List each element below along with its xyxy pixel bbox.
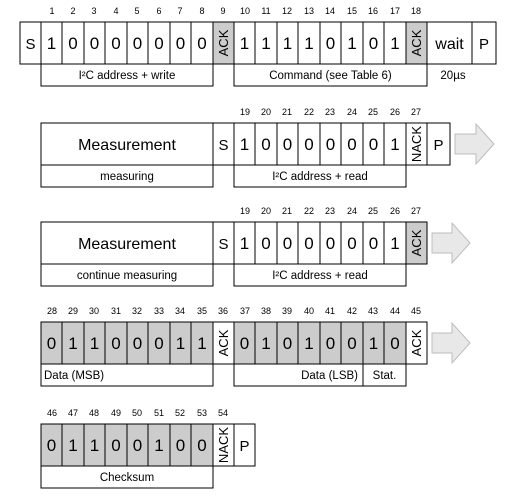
address-read-label: I²C address + read bbox=[272, 171, 368, 183]
bit-number-54: 54 bbox=[217, 408, 229, 418]
bit-number-41: 41 bbox=[324, 306, 336, 316]
bit-cell: 0 bbox=[132, 436, 143, 455]
row-read-ack bbox=[41, 206, 470, 286]
bit-cell: 0 bbox=[368, 34, 379, 53]
bit-number-28: 28 bbox=[46, 306, 58, 316]
bit-cell: 0 bbox=[132, 34, 143, 53]
bit-number-12: 12 bbox=[281, 6, 293, 16]
command-label: Command (see Table 6) bbox=[269, 70, 392, 82]
bit-cell: 1 bbox=[68, 436, 78, 455]
bit-cell: 1 bbox=[197, 334, 207, 353]
bit-number-14: 14 bbox=[324, 6, 336, 16]
bit-number-24: 24 bbox=[346, 107, 358, 117]
bit-number-34: 34 bbox=[174, 306, 186, 316]
bit-cell: 0 bbox=[325, 234, 336, 253]
bit-cell: 1 bbox=[89, 334, 100, 353]
bit-cell: 1 bbox=[282, 34, 293, 53]
bit-cell: 1 bbox=[89, 436, 100, 455]
bit-number-29: 29 bbox=[67, 306, 79, 316]
bit-cell: 0 bbox=[347, 234, 357, 253]
bit-cell: 1 bbox=[239, 234, 250, 253]
bit-cell: 0 bbox=[197, 436, 207, 455]
start-cell: S bbox=[218, 137, 229, 154]
continue-measuring-label: continue measuring bbox=[76, 270, 178, 282]
bit-cell: 0 bbox=[111, 436, 121, 455]
bit-number-16: 16 bbox=[367, 6, 379, 16]
row-read-nack bbox=[41, 107, 494, 187]
bit-numbers-row-3 bbox=[240, 206, 421, 216]
bit-cell: 0 bbox=[197, 34, 207, 53]
bit-number-18: 18 bbox=[410, 6, 422, 16]
stop-cell: P bbox=[239, 438, 250, 455]
bit-cell: 0 bbox=[325, 34, 336, 53]
wait-time-label: 20µs bbox=[440, 70, 466, 82]
stop-cell: P bbox=[478, 36, 490, 53]
bit-number-22: 22 bbox=[303, 107, 315, 117]
bit-number-35: 35 bbox=[196, 306, 208, 316]
bit-cell: 1 bbox=[239, 34, 250, 53]
bit-cell: 0 bbox=[368, 135, 379, 154]
bit-number-19: 19 bbox=[239, 206, 251, 216]
bit-number-33: 33 bbox=[153, 306, 165, 316]
ack-cell: ACK bbox=[216, 29, 231, 57]
wait-cell: wait bbox=[435, 36, 464, 53]
measurement-cell: Measurement bbox=[78, 236, 176, 253]
data-lsb-label: Data (LSB) bbox=[301, 370, 358, 382]
bit-number-52: 52 bbox=[174, 408, 186, 418]
bit-number-19: 19 bbox=[239, 107, 251, 117]
bit-number-13: 13 bbox=[303, 6, 315, 16]
ack-cell: ACK bbox=[409, 29, 424, 57]
bit-cell: 0 bbox=[175, 34, 186, 53]
bit-number-26: 26 bbox=[389, 206, 401, 216]
bit-cell: 1 bbox=[304, 334, 314, 353]
bit-cell: 0 bbox=[154, 334, 164, 353]
bit-cell: 1 bbox=[390, 135, 400, 154]
bit-cell: 1 bbox=[46, 34, 57, 53]
bit-cell: 0 bbox=[261, 135, 271, 154]
bit-number-20: 20 bbox=[260, 107, 272, 117]
bit-cell: 0 bbox=[46, 436, 57, 455]
bit-cell: 1 bbox=[261, 34, 271, 53]
bit-cell: 0 bbox=[89, 34, 100, 53]
bit-number-27: 27 bbox=[410, 206, 422, 216]
bit-number-25: 25 bbox=[367, 107, 379, 117]
bit-cell: 0 bbox=[282, 234, 293, 253]
bit-number-11: 11 bbox=[261, 6, 271, 16]
bit-numbers-row-2 bbox=[240, 107, 421, 117]
bit-number-44: 44 bbox=[389, 306, 401, 316]
bit-cell: 1 bbox=[175, 334, 186, 353]
bit-cell: 0 bbox=[282, 334, 293, 353]
bit-cell: 0 bbox=[368, 234, 379, 253]
bit-number-47: 47 bbox=[67, 408, 79, 418]
bit-number-23: 23 bbox=[324, 206, 336, 216]
address-write-label: I²C address + write bbox=[78, 70, 176, 82]
bit-number-25: 25 bbox=[367, 206, 379, 216]
bit-cell: 0 bbox=[325, 334, 336, 353]
bit-number-2: 2 bbox=[70, 6, 76, 16]
bit-cell: 0 bbox=[175, 436, 186, 455]
row-data bbox=[41, 306, 470, 386]
stop-cell: P bbox=[433, 137, 444, 154]
bit-cell: 0 bbox=[304, 234, 314, 253]
bit-number-42: 42 bbox=[346, 306, 358, 316]
nack-cell: NACK bbox=[216, 426, 231, 464]
bit-number-40: 40 bbox=[303, 306, 315, 316]
bit-number-7: 7 bbox=[177, 6, 183, 16]
bit-numbers-row-5 bbox=[47, 408, 228, 418]
bit-number-32: 32 bbox=[131, 306, 143, 316]
bit-cell: 1 bbox=[261, 334, 271, 353]
bit-number-53: 53 bbox=[196, 408, 208, 418]
bit-number-27: 27 bbox=[410, 107, 422, 117]
bit-numbers-row-4 bbox=[47, 306, 421, 316]
bit-cell: 1 bbox=[304, 34, 314, 53]
checksum-label: Checksum bbox=[99, 472, 155, 484]
ack-cell: ACK bbox=[409, 229, 424, 257]
bit-number-9: 9 bbox=[220, 6, 226, 16]
address-read-label: I²C address + read bbox=[272, 270, 368, 282]
ack-cell: ACK bbox=[409, 329, 424, 357]
bit-number-15: 15 bbox=[346, 6, 358, 16]
nack-cell: NACK bbox=[409, 125, 424, 163]
bit-cell: 0 bbox=[46, 334, 57, 353]
status-bits-label: Stat. bbox=[372, 370, 397, 382]
bit-number-30: 30 bbox=[88, 306, 100, 316]
bit-number-48: 48 bbox=[88, 408, 100, 418]
bit-number-45: 45 bbox=[410, 306, 422, 316]
bit-number-24: 24 bbox=[346, 206, 358, 216]
bit-number-20: 20 bbox=[260, 206, 272, 216]
bit-number-4: 4 bbox=[113, 6, 119, 16]
data-msb-label: Data (MSB) bbox=[44, 370, 105, 382]
bit-number-10: 10 bbox=[239, 6, 251, 16]
continue-arrow-icon bbox=[432, 323, 470, 363]
bit-cell: 0 bbox=[111, 34, 121, 53]
bit-cell: 1 bbox=[390, 34, 400, 53]
bit-number-23: 23 bbox=[324, 107, 336, 117]
bit-cell: 0 bbox=[304, 135, 314, 154]
bit-number-49: 49 bbox=[110, 408, 122, 418]
bit-cell: 0 bbox=[390, 334, 400, 353]
bit-cell: 1 bbox=[347, 34, 357, 53]
row-write-command bbox=[20, 6, 496, 86]
bit-number-46: 46 bbox=[46, 408, 58, 418]
bit-number-21: 21 bbox=[281, 107, 293, 117]
bit-cell: 1 bbox=[368, 334, 379, 353]
bit-number-3: 3 bbox=[91, 6, 97, 16]
bit-number-39: 39 bbox=[281, 306, 293, 316]
bit-cell: 0 bbox=[282, 135, 293, 154]
bit-cell: 0 bbox=[347, 135, 357, 154]
bit-number-43: 43 bbox=[367, 306, 379, 316]
bit-number-17: 17 bbox=[389, 6, 401, 16]
bit-cell: 0 bbox=[347, 334, 357, 353]
bit-cell: 0 bbox=[68, 34, 78, 53]
ack-cell: ACK bbox=[216, 329, 231, 357]
bit-cell: 0 bbox=[111, 334, 121, 353]
bit-number-26: 26 bbox=[389, 107, 401, 117]
bit-cell: 0 bbox=[261, 234, 271, 253]
bit-cell: 0 bbox=[325, 135, 336, 154]
bit-number-31: 31 bbox=[110, 306, 122, 316]
measuring-label: measuring bbox=[100, 171, 154, 183]
bit-cell: 0 bbox=[239, 334, 250, 353]
retry-arrow-icon bbox=[455, 124, 494, 164]
bit-number-37: 37 bbox=[239, 306, 251, 316]
bit-number-6: 6 bbox=[156, 6, 162, 16]
measurement-cell: Measurement bbox=[78, 137, 176, 154]
bit-cell: 1 bbox=[239, 135, 250, 154]
bit-number-38: 38 bbox=[260, 306, 272, 316]
bit-number-8: 8 bbox=[199, 6, 205, 16]
bit-cell: 1 bbox=[154, 436, 164, 455]
bit-number-51: 51 bbox=[153, 408, 165, 418]
bit-number-1: 1 bbox=[49, 6, 55, 16]
bit-number-21: 21 bbox=[281, 206, 293, 216]
continue-arrow-icon bbox=[432, 223, 470, 263]
bit-number-50: 50 bbox=[131, 408, 143, 418]
bit-cell: 0 bbox=[154, 34, 164, 53]
bit-number-36: 36 bbox=[217, 306, 229, 316]
bit-number-5: 5 bbox=[134, 6, 140, 16]
row-checksum bbox=[41, 408, 255, 488]
bit-numbers-row-1 bbox=[49, 6, 421, 16]
bit-cell: 1 bbox=[68, 334, 78, 353]
bit-cell: 0 bbox=[132, 334, 143, 353]
bit-cell: 1 bbox=[390, 234, 400, 253]
start-cell: S bbox=[218, 236, 229, 253]
start-cell: S bbox=[25, 36, 36, 53]
bit-number-22: 22 bbox=[303, 206, 315, 216]
